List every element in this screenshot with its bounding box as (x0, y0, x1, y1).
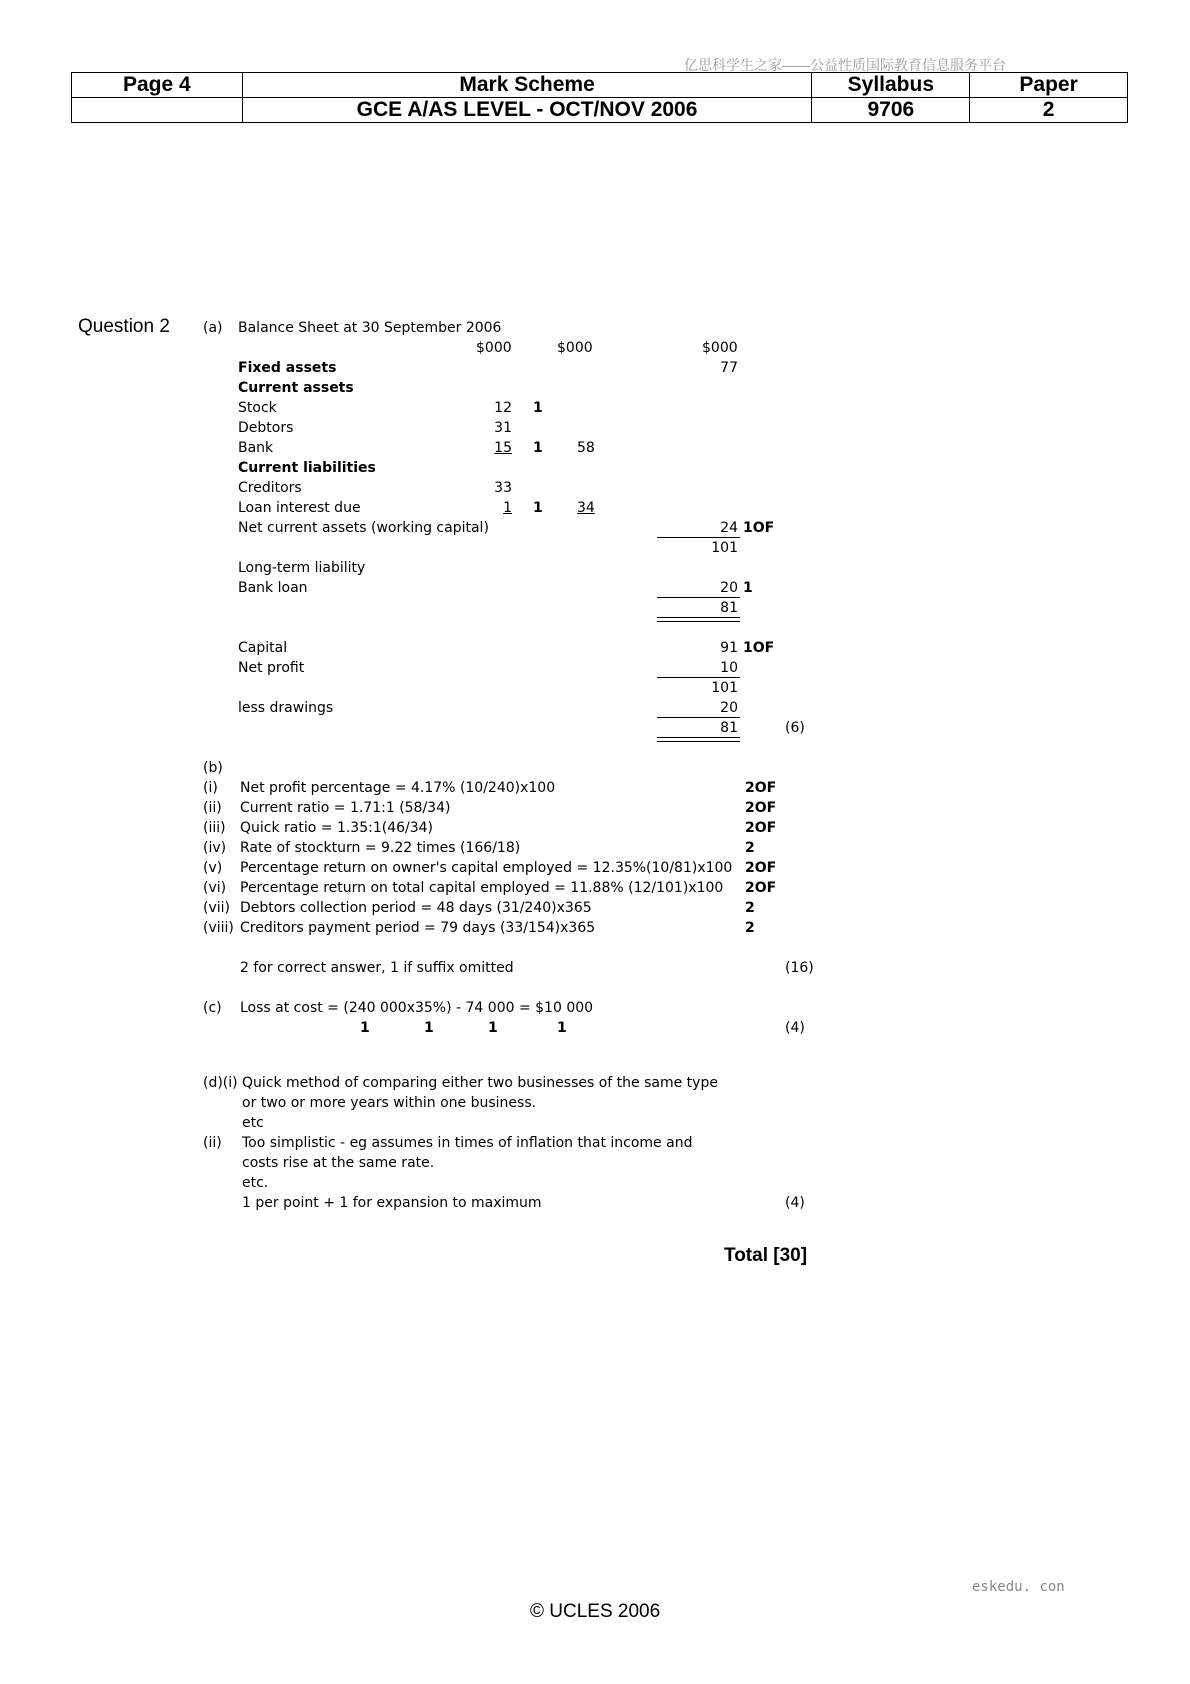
bank-loan-label: Bank loan (238, 580, 308, 596)
subtotal-2: 101 (711, 680, 738, 696)
ratio-number: (viii) (203, 920, 234, 936)
ratio-mark: 2 (745, 840, 755, 856)
part-a-marks: (6) (785, 720, 805, 736)
ratio-number: (vi) (203, 880, 227, 896)
ratio-mark: 2OF (745, 860, 777, 876)
ratio-number: (v) (203, 860, 223, 876)
ratio-text: Net profit percentage = 4.17% (10/240)x100 (240, 780, 556, 796)
loan-interest-mark: 1 (533, 500, 543, 516)
stock-mark: 1 (533, 400, 543, 416)
part-c-mark: 1 (557, 1020, 567, 1036)
ratio-number: (iv) (203, 840, 227, 856)
net-profit-label: Net profit (238, 660, 305, 676)
ratio-text: Percentage return on owner's capital employed = 12.35%(10/81)x100 (240, 860, 733, 876)
ratio-mark: 2OF (745, 880, 777, 896)
header-paper-label: Paper (970, 73, 1128, 98)
debtors-value: 31 (494, 420, 512, 436)
header-title: Mark Scheme (242, 73, 812, 98)
header-exam: GCE A/AS LEVEL - OCT/NOV 2006 (242, 98, 812, 123)
ratio-mark: 2 (745, 900, 755, 916)
double-rule-1a (657, 617, 740, 618)
part-d-note: 1 per point + 1 for expansion to maximum (242, 1195, 542, 1211)
net-assets-total: 81 (720, 600, 738, 616)
current-assets-total: 58 (577, 440, 595, 456)
drawings-label: less drawings (238, 700, 334, 716)
question-label: Question 2 (78, 316, 170, 337)
part-d-i-line: Quick method of comparing either two businesses of the same type (242, 1075, 718, 1091)
ratio-mark: 2OF (745, 800, 777, 816)
part-d-i-line: etc (242, 1115, 264, 1131)
watermark-top: 亿思科学生之家——公益性质国际教育信息服务平台 (684, 57, 1006, 73)
net-current-assets-label: Net current assets (working capital) (238, 520, 489, 536)
ratio-text: Percentage return on total capital employed = 11.88% (12/101)x100 (240, 880, 724, 896)
net-current-assets-value: 24 (720, 520, 738, 536)
part-d-marks: (4) (785, 1195, 805, 1211)
ratio-number: (vii) (203, 900, 230, 916)
ratio-text: Quick ratio = 1.35:1(46/34) (240, 820, 434, 836)
loan-interest-value: 1 (503, 500, 512, 516)
part-b-note: 2 for correct answer, 1 if suffix omitted (240, 960, 514, 976)
capital-mark: 1OF (743, 640, 775, 656)
bank-value: 15 (494, 440, 512, 456)
header-table (71, 72, 1128, 123)
col-head-1: $000 (476, 340, 512, 356)
balance-sheet-title: Balance Sheet at 30 September 2006 (238, 320, 502, 336)
header-row-2 (72, 98, 1128, 123)
part-b-marker: (b) (203, 760, 223, 776)
part-d-i-marker: (d)(i) (203, 1075, 238, 1091)
fixed-assets-value: 77 (720, 360, 738, 376)
part-c-marker: (c) (203, 1000, 222, 1016)
creditors-label: Creditors (238, 480, 302, 496)
part-c-mark: 1 (424, 1020, 434, 1036)
bank-label: Bank (238, 440, 274, 456)
ratio-text: Creditors payment period = 79 days (33/154)x365 (240, 920, 596, 936)
bank-loan-value: 20 (720, 580, 738, 596)
rule-net-profit (657, 677, 740, 678)
total-marks: Total [30] (724, 1245, 808, 1266)
double-rule-1b (657, 621, 740, 622)
capital-label: Capital (238, 640, 288, 656)
ratio-mark: 2OF (745, 780, 777, 796)
header-paper-number: 2 (970, 98, 1128, 123)
col-head-3: $000 (702, 340, 738, 356)
header-syllabus-label: Syllabus (812, 73, 970, 98)
debtors-label: Debtors (238, 420, 294, 436)
watermark-bottom: eskedu. con (972, 1579, 1065, 1595)
part-d-ii-marker: (ii) (203, 1135, 222, 1151)
long-term-liability-label: Long-term liability (238, 560, 366, 576)
header-row-1 (72, 73, 1128, 98)
ratio-number: (ii) (203, 800, 222, 816)
part-d-ii-line: costs rise at the same rate. (242, 1155, 435, 1171)
stock-value: 12 (494, 400, 512, 416)
net-current-assets-mark: 1OF (743, 520, 775, 536)
capital-value: 91 (720, 640, 738, 656)
double-rule-2b (657, 741, 740, 742)
stock-label: Stock (238, 400, 277, 416)
rule-net-current (657, 537, 740, 538)
footer-copyright: © UCLES 2006 (530, 1601, 661, 1622)
net-profit-value: 10 (720, 660, 738, 676)
part-d-ii-line: Too simplistic - eg assumes in times of inflation that income and (242, 1135, 693, 1151)
ratio-mark: 2 (745, 920, 755, 936)
loan-interest-label: Loan interest due (238, 500, 361, 516)
col-head-2: $000 (557, 340, 593, 356)
ratio-mark: 2OF (745, 820, 777, 836)
part-d-ii-line: etc. (242, 1175, 269, 1191)
part-c-mark: 1 (488, 1020, 498, 1036)
rule-bank-loan (657, 597, 740, 598)
part-d-i-line: or two or more years within one business. (242, 1095, 537, 1111)
part-c-marks: (4) (785, 1020, 805, 1036)
header-empty-cell (72, 98, 243, 123)
capital-total: 81 (720, 720, 738, 736)
ratio-text: Rate of stockturn = 9.22 times (166/18) (240, 840, 521, 856)
subtotal-1: 101 (711, 540, 738, 556)
bank-mark: 1 (533, 440, 543, 456)
current-liabilities-total: 34 (577, 500, 595, 516)
header-page: Page 4 (72, 73, 243, 98)
part-b-marks: (16) (785, 960, 814, 976)
rule-drawings (657, 717, 740, 718)
fixed-assets-label: Fixed assets (238, 360, 337, 376)
current-liabilities-label: Current liabilities (238, 460, 376, 476)
ratio-text: Debtors collection period = 48 days (31/240)x365 (240, 900, 592, 916)
current-assets-label: Current assets (238, 380, 354, 396)
bank-loan-mark: 1 (743, 580, 753, 596)
ratio-number: (iii) (203, 820, 226, 836)
part-a-marker: (a) (203, 320, 223, 336)
part-c-mark: 1 (360, 1020, 370, 1036)
double-rule-2a (657, 737, 740, 738)
ratio-number: (i) (203, 780, 218, 796)
header-syllabus-code: 9706 (812, 98, 970, 123)
drawings-value: 20 (720, 700, 738, 716)
part-c-text: Loss at cost = (240 000x35%) - 74 000 = $10 000 (240, 1000, 594, 1016)
creditors-value: 33 (494, 480, 512, 496)
ratio-text: Current ratio = 1.71:1 (58/34) (240, 800, 451, 816)
